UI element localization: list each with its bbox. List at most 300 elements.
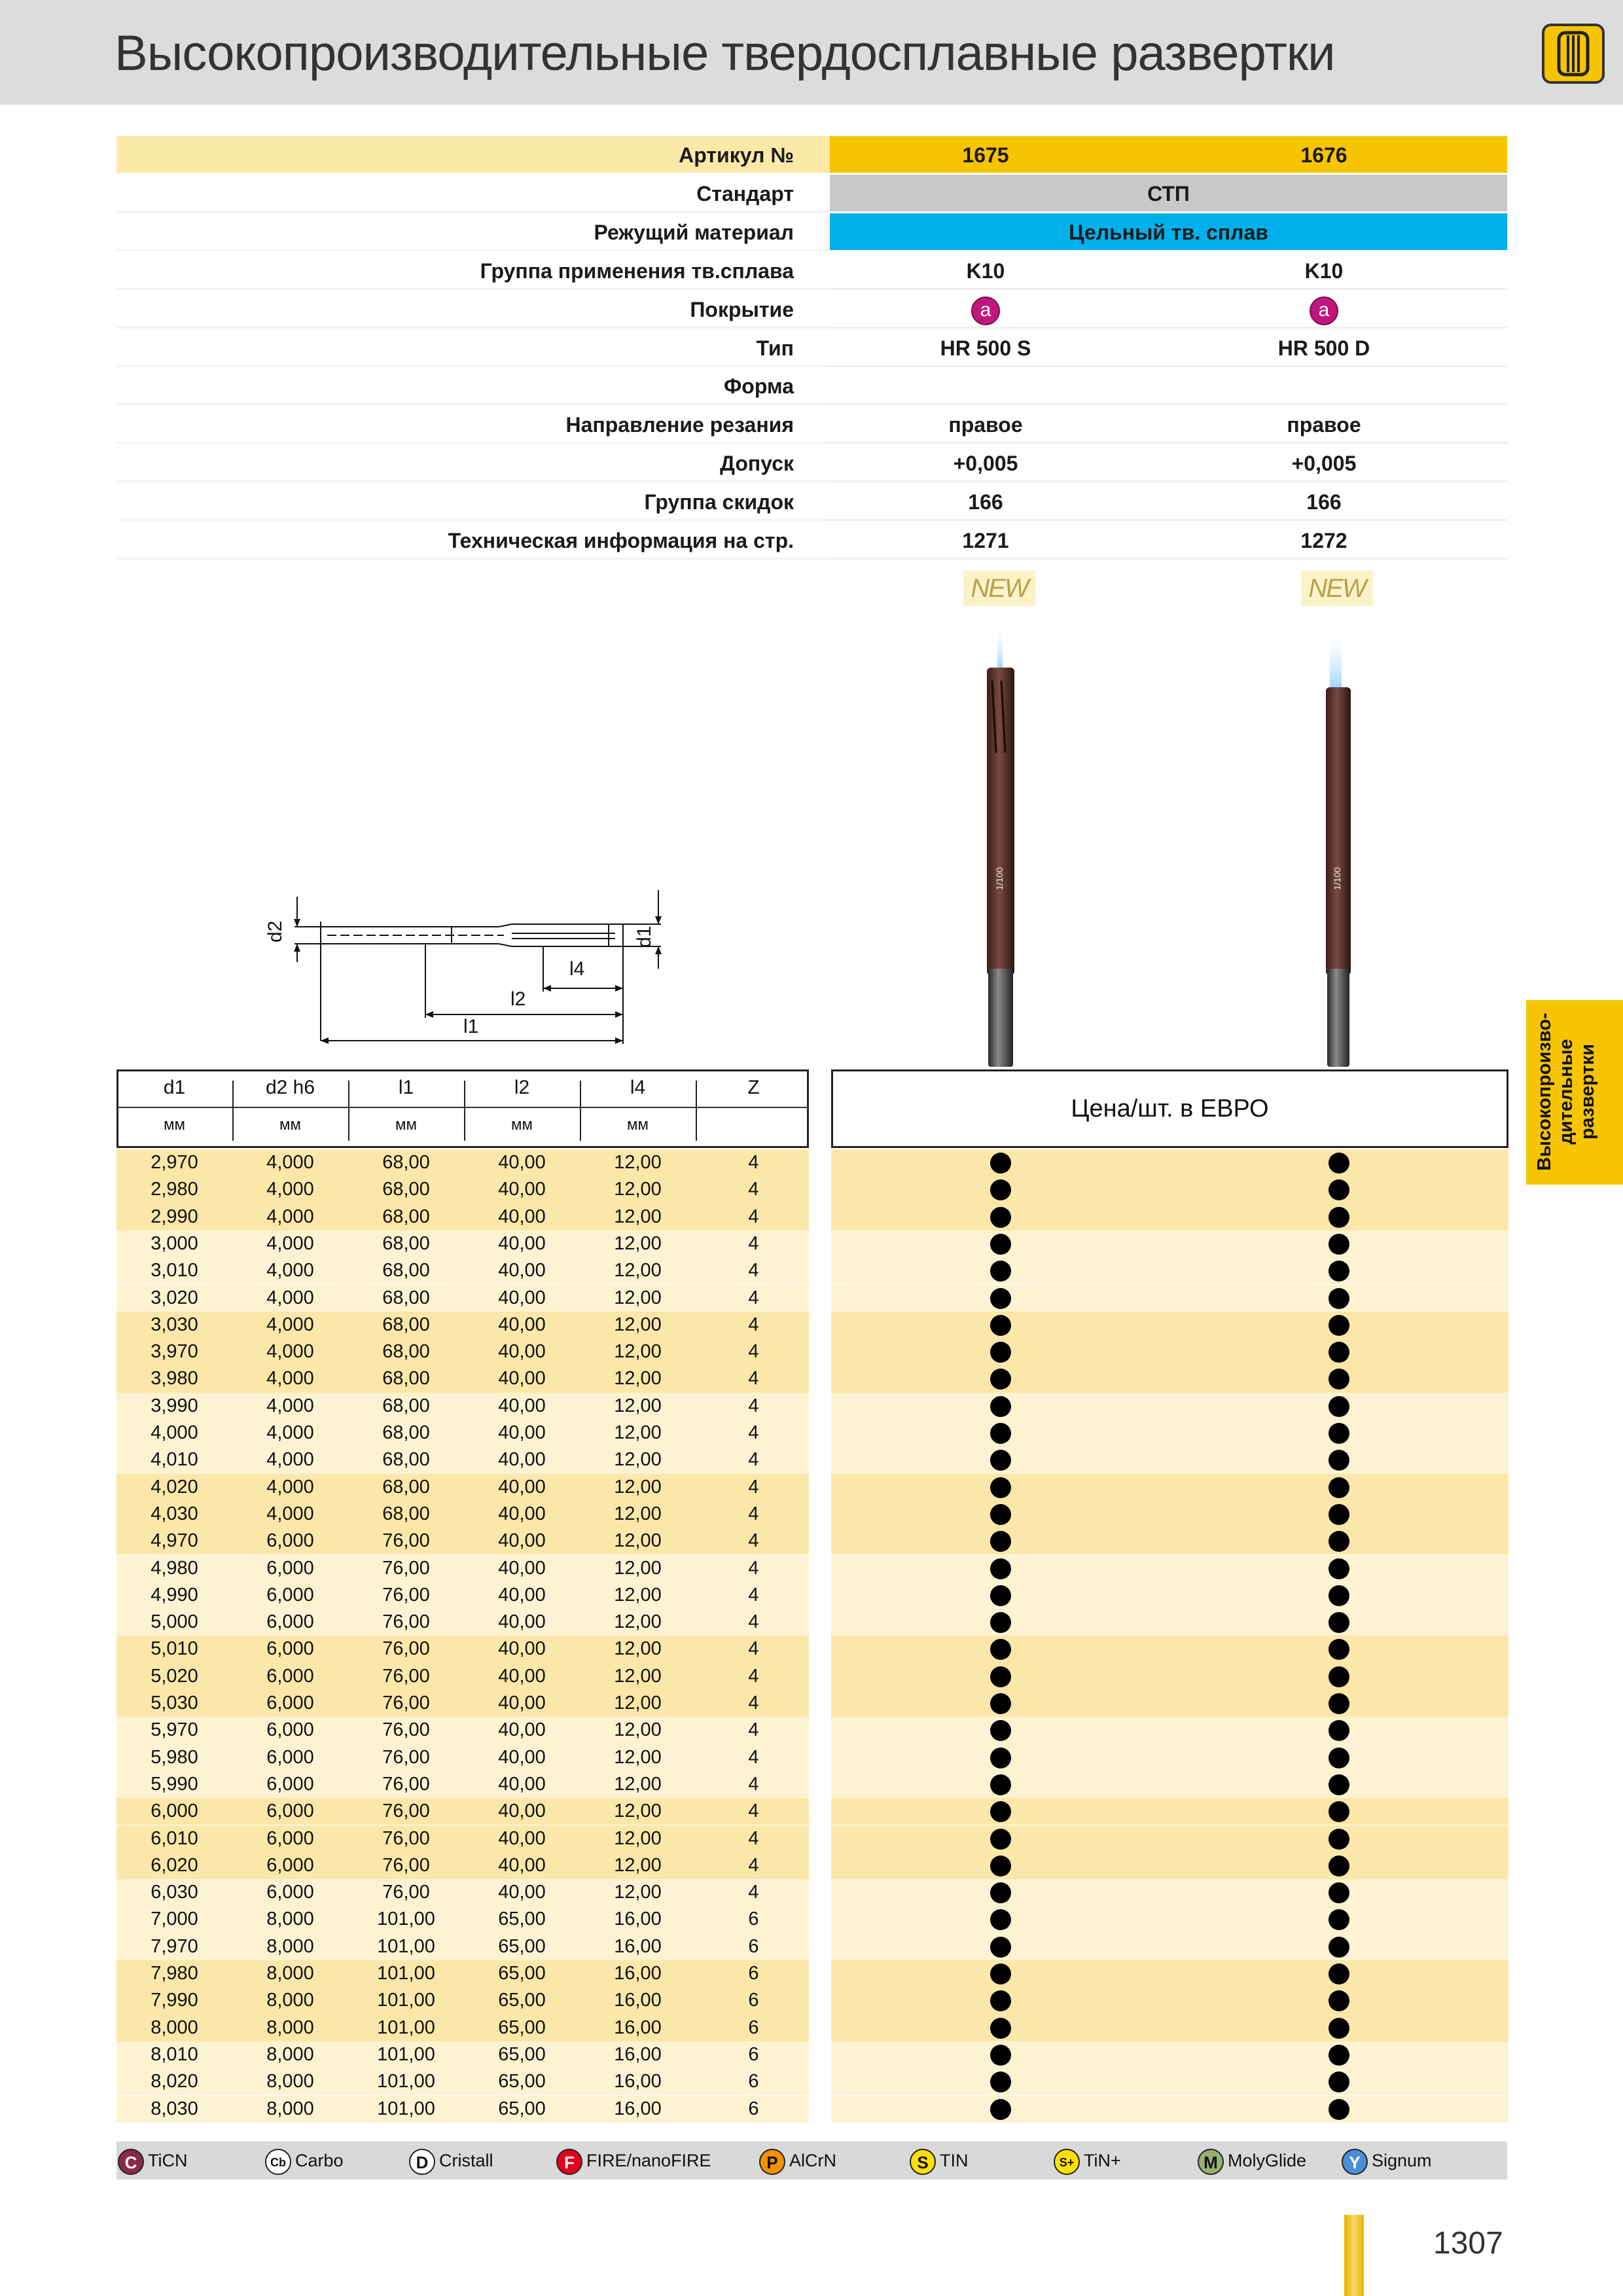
- coating-code-icon: C: [118, 2149, 144, 2175]
- filled-circle-icon: [990, 1612, 1011, 1633]
- filled-circle-icon: [1329, 1801, 1349, 1822]
- spec-value: 1676: [1300, 143, 1347, 167]
- spec-value: +0,005: [953, 452, 1018, 476]
- table-cell: 68,00: [382, 1232, 430, 1254]
- filled-circle-icon: [990, 1882, 1011, 1903]
- filled-circle-icon: [990, 1531, 1011, 1552]
- table-cell: 68,00: [382, 1395, 430, 1416]
- filled-circle-icon: [1329, 1179, 1349, 1200]
- table-cell: 40,00: [498, 1530, 546, 1552]
- column-header: d1: [163, 1077, 186, 1098]
- filled-circle-icon: [990, 2018, 1011, 2039]
- table-cell: 4,020: [151, 1476, 198, 1498]
- table-cell: 4,000: [266, 1287, 314, 1308]
- coating-legend: [116, 2142, 1507, 2179]
- column-separator: [580, 1081, 581, 1141]
- table-cell: 16,00: [614, 1990, 662, 2011]
- table-cell: 40,00: [498, 1368, 546, 1390]
- table-cell: 6,000: [266, 1882, 314, 1903]
- spec-label: Группа применения тв.сплава: [480, 259, 794, 283]
- table-cell: 12,00: [614, 1557, 662, 1579]
- filled-circle-icon: [990, 1504, 1011, 1525]
- table-cell: 6,000: [266, 1584, 314, 1605]
- table-cell: 2,990: [151, 1206, 198, 1227]
- table-cell: 4: [748, 1395, 759, 1416]
- table-cell: 68,00: [382, 1206, 430, 1227]
- table-row: [116, 1393, 809, 1420]
- legend-item: [759, 2147, 836, 2174]
- table-cell: 40,00: [498, 1422, 546, 1443]
- filled-circle-icon: [1329, 2072, 1349, 2092]
- price-row: [831, 1609, 1508, 1636]
- filled-circle-icon: [990, 1423, 1011, 1444]
- coating-code-icon: Cb: [265, 2149, 291, 2175]
- table-cell: 40,00: [498, 1179, 546, 1200]
- filled-circle-icon: [1329, 1693, 1349, 1714]
- coating-code-icon: P: [759, 2149, 785, 2175]
- section-side-tab[interactable]: [1526, 1000, 1623, 1185]
- table-cell: 4: [748, 1530, 759, 1552]
- spec-row: [116, 175, 1507, 213]
- table-row: [116, 2041, 809, 2068]
- table-cell: 4,000: [266, 1476, 314, 1498]
- table-cell: 3,000: [151, 1232, 198, 1254]
- filled-circle-icon: [1329, 1937, 1349, 1958]
- table-cell: 4: [748, 1827, 759, 1849]
- table-cell: 6: [748, 2098, 759, 2119]
- price-row: [831, 1257, 1508, 1284]
- filled-circle-icon: [990, 1342, 1011, 1363]
- dimension-drawing: [255, 884, 681, 1054]
- table-cell: 4: [748, 1179, 759, 1200]
- spec-label: Стандарт: [696, 181, 794, 206]
- table-cell: 4,000: [266, 1503, 314, 1524]
- table-cell: 40,00: [498, 1638, 546, 1660]
- table-cell: 6,000: [266, 1854, 314, 1876]
- table-cell: 6: [748, 2071, 759, 2092]
- spec-row: [116, 136, 1507, 174]
- spec-row: [116, 252, 1507, 290]
- drawing-label-d1: d1: [633, 925, 655, 948]
- table-cell: 76,00: [382, 1611, 430, 1633]
- legend-label: TiCN: [148, 2151, 188, 2170]
- table-cell: 12,00: [614, 1476, 662, 1498]
- legend-item: [1054, 2147, 1121, 2174]
- table-cell: 4,000: [266, 1152, 314, 1173]
- table-cell: 6: [748, 1990, 759, 2011]
- table-cell: 6,020: [151, 1854, 198, 1876]
- table-cell: 101,00: [377, 2017, 435, 2038]
- coating-code-icon: M: [1198, 2149, 1224, 2175]
- table-cell: 40,00: [498, 1503, 546, 1524]
- spec-value: правое: [1287, 413, 1361, 437]
- table-cell: 12,00: [614, 1665, 662, 1687]
- price-row: [831, 1365, 1508, 1392]
- table-cell: 40,00: [498, 1476, 546, 1498]
- table-cell: 4,000: [266, 1314, 314, 1335]
- table-cell: 6,000: [266, 1773, 314, 1795]
- filled-circle-icon: [1329, 2099, 1349, 2120]
- price-row: [831, 1825, 1508, 1852]
- table-cell: 68,00: [382, 1287, 430, 1308]
- legend-label: Cristall: [439, 2151, 493, 2170]
- table-cell: 8,020: [151, 2071, 198, 2092]
- table-cell: 12,00: [614, 1206, 662, 1227]
- table-cell: 4,000: [266, 1368, 314, 1390]
- price-row: [831, 2015, 1508, 2041]
- legend-item: [265, 2147, 344, 2174]
- table-row: [116, 1663, 809, 1690]
- table-row: [116, 1474, 809, 1501]
- table-cell: 4: [748, 1368, 759, 1390]
- tool-marking: 1/100: [994, 867, 1005, 890]
- drawing-label-l2: l2: [510, 988, 526, 1010]
- table-cell: 40,00: [498, 1882, 546, 1903]
- price-row: [831, 1987, 1508, 2014]
- table-cell: 8,000: [266, 1935, 314, 1957]
- filled-circle-icon: [1329, 1990, 1349, 2011]
- spec-value: 1271: [962, 529, 1009, 552]
- table-cell: 5,990: [151, 1773, 198, 1795]
- spec-label: Режущий материал: [594, 220, 794, 244]
- spec-value: 1675: [962, 143, 1009, 167]
- filled-circle-icon: [1329, 1774, 1349, 1795]
- spec-row: [116, 291, 1507, 329]
- table-row: [116, 1338, 809, 1365]
- table-cell: 12,00: [614, 1314, 662, 1335]
- legend-item: [118, 2147, 188, 2174]
- table-cell: 4,030: [151, 1503, 198, 1524]
- price-row: [831, 1960, 1508, 1987]
- filled-circle-icon: [1329, 2045, 1349, 2066]
- table-cell: 76,00: [382, 1638, 430, 1660]
- filled-circle-icon: [990, 2099, 1011, 2120]
- spec-row: [116, 406, 1507, 444]
- table-cell: 12,00: [614, 1152, 662, 1173]
- price-row: [831, 1636, 1508, 1662]
- filled-circle-icon: [1329, 1829, 1349, 1850]
- table-cell: 3,030: [151, 1314, 198, 1335]
- price-row: [831, 1852, 1508, 1879]
- table-cell: 3,010: [151, 1260, 198, 1282]
- table-cell: 12,00: [614, 1422, 662, 1443]
- table-cell: 4: [748, 1314, 759, 1335]
- table-row: [116, 1960, 809, 1987]
- coating-code-icon: D: [409, 2149, 435, 2175]
- table-cell: 68,00: [382, 1449, 430, 1471]
- legend-label: FIRE/nanoFIRE: [586, 2151, 711, 2170]
- spec-value: HR 500 S: [940, 336, 1031, 360]
- table-cell: 12,00: [614, 1503, 662, 1524]
- filled-circle-icon: [990, 2045, 1011, 2066]
- price-row: [831, 1582, 1508, 1609]
- filled-circle-icon: [990, 1179, 1011, 1200]
- table-cell: 4,980: [151, 1557, 198, 1579]
- legend-item: [409, 2147, 493, 2174]
- table-cell: 40,00: [498, 1801, 546, 1822]
- table-cell: 4,000: [266, 1341, 314, 1363]
- table-row: [116, 1987, 809, 2014]
- table-cell: 12,00: [614, 1801, 662, 1822]
- price-row: [831, 1312, 1508, 1338]
- legend-label: TIN: [940, 2151, 969, 2170]
- filled-circle-icon: [990, 1937, 1011, 1958]
- table-row: [116, 1690, 809, 1717]
- table-cell: 65,00: [498, 2043, 546, 2065]
- table-row: [116, 2068, 809, 2095]
- spec-label: Направление резания: [565, 413, 794, 437]
- table-cell: 76,00: [382, 1746, 430, 1768]
- price-column-header: Цена/шт. в ЕВРО: [831, 1069, 1508, 1148]
- filled-circle-icon: [1329, 1964, 1349, 1984]
- table-cell: 6,000: [266, 1801, 314, 1822]
- table-row: [116, 1257, 809, 1284]
- table-cell: 68,00: [382, 1179, 430, 1200]
- table-cell: 5,010: [151, 1638, 198, 1660]
- spec-value: HR 500 D: [1277, 336, 1370, 360]
- filled-circle-icon: [990, 1450, 1011, 1471]
- table-cell: 4,990: [151, 1584, 198, 1605]
- table-cell: 3,990: [151, 1395, 198, 1416]
- table-cell: 68,00: [382, 1476, 430, 1498]
- coating-badge-icon: a: [971, 296, 1000, 325]
- coating-code-icon: F: [556, 2149, 582, 2175]
- filled-circle-icon: [1329, 1558, 1349, 1579]
- table-cell: 12,00: [614, 1693, 662, 1713]
- filled-circle-icon: [990, 1639, 1011, 1660]
- price-row: [831, 1149, 1508, 1176]
- filled-circle-icon: [1329, 1423, 1349, 1444]
- table-cell: 101,00: [377, 2071, 435, 2092]
- column-unit: мм: [511, 1116, 533, 1134]
- column-separator: [696, 1081, 697, 1141]
- price-row: [831, 1230, 1508, 1257]
- table-cell: 12,00: [614, 1530, 662, 1552]
- price-row: [831, 1501, 1508, 1528]
- table-cell: 12,00: [614, 1368, 662, 1390]
- page-title: Высокопроизводительные твердосплавные развертки: [115, 26, 1335, 81]
- table-cell: 6,000: [266, 1638, 314, 1660]
- price-row: [831, 1906, 1508, 1933]
- table-cell: 4,000: [266, 1422, 314, 1443]
- filled-circle-icon: [990, 1964, 1011, 1984]
- table-cell: 68,00: [382, 1152, 430, 1173]
- table-row: [116, 1176, 809, 1203]
- column-header: Z: [747, 1077, 760, 1098]
- spec-label: Допуск: [720, 452, 794, 476]
- table-cell: 6: [748, 2043, 759, 2065]
- table-cell: 40,00: [498, 1827, 546, 1849]
- filled-circle-icon: [990, 1288, 1011, 1309]
- filled-circle-icon: [1329, 1234, 1349, 1255]
- legend-label: AlCrN: [789, 2151, 836, 2170]
- table-cell: 8,000: [266, 1963, 314, 1984]
- price-row: [831, 1771, 1508, 1798]
- table-cell: 16,00: [614, 2017, 662, 2038]
- table-cell: 101,00: [377, 1935, 435, 1957]
- filled-circle-icon: [1329, 1666, 1349, 1687]
- table-cell: 5,020: [151, 1665, 198, 1687]
- table-cell: 12,00: [614, 1395, 662, 1416]
- table-row: [116, 1906, 809, 1933]
- table-cell: 12,00: [614, 1449, 662, 1471]
- table-cell: 12,00: [614, 1584, 662, 1605]
- price-row: [831, 1176, 1508, 1203]
- column-unit: мм: [164, 1116, 185, 1134]
- table-cell: 4: [748, 1503, 759, 1524]
- filled-circle-icon: [1329, 1531, 1349, 1552]
- coating-code-icon: S+: [1054, 2149, 1080, 2175]
- table-cell: 4: [748, 1476, 759, 1498]
- table-cell: 8,030: [151, 2098, 198, 2119]
- filled-circle-icon: [1329, 1720, 1349, 1741]
- table-cell: 12,00: [614, 1260, 662, 1282]
- table-row: [116, 1636, 809, 1662]
- spec-value: K10: [1304, 259, 1344, 283]
- spec-label: Форма: [723, 374, 794, 399]
- tool-marking: 1/100: [1332, 867, 1342, 890]
- price-row: [831, 1555, 1508, 1582]
- spec-row: [116, 483, 1507, 521]
- table-cell: 6,000: [266, 1611, 314, 1633]
- table-cell: 4,000: [266, 1206, 314, 1227]
- table-cell: 8,000: [266, 2098, 314, 2119]
- table-cell: 7,970: [151, 1935, 198, 1957]
- table-cell: 40,00: [498, 1557, 546, 1579]
- table-cell: 40,00: [498, 1232, 546, 1254]
- legend-item: [1198, 2147, 1306, 2174]
- table-cell: 12,00: [614, 1773, 662, 1795]
- table-cell: 65,00: [498, 2017, 546, 2038]
- price-row: [831, 1690, 1508, 1717]
- table-cell: 68,00: [382, 1314, 430, 1335]
- table-cell: 40,00: [498, 1719, 546, 1741]
- table-cell: 40,00: [498, 1773, 546, 1795]
- table-cell: 65,00: [498, 2071, 546, 2092]
- table-cell: 68,00: [382, 1368, 430, 1390]
- table-cell: 8,000: [266, 2071, 314, 2092]
- table-row: [116, 1285, 809, 1312]
- filled-circle-icon: [990, 1720, 1011, 1741]
- table-row: [116, 1312, 809, 1338]
- table-cell: 6: [748, 1963, 759, 1984]
- table-cell: 6,000: [266, 1557, 314, 1579]
- table-cell: 4,000: [266, 1449, 314, 1471]
- spec-value: правое: [948, 413, 1023, 437]
- table-row: [116, 1933, 809, 1960]
- table-cell: 8,000: [151, 2017, 198, 2038]
- price-row: [831, 1798, 1508, 1825]
- table-cell: 6,030: [151, 1882, 198, 1903]
- table-cell: 4: [748, 1260, 759, 1282]
- column-separator: [464, 1081, 465, 1141]
- table-cell: 4: [748, 1341, 759, 1363]
- legend-label: Signum: [1372, 2151, 1432, 2170]
- spec-row: [116, 367, 1507, 405]
- filled-circle-icon: [1329, 1396, 1349, 1417]
- table-cell: 65,00: [498, 1963, 546, 1984]
- table-cell: 12,00: [614, 1287, 662, 1308]
- table-cell: 40,00: [498, 1341, 546, 1363]
- table-cell: 6,000: [266, 1665, 314, 1687]
- filled-circle-icon: [990, 1315, 1011, 1336]
- table-cell: 76,00: [382, 1665, 430, 1687]
- table-row: [116, 1555, 809, 1582]
- table-cell: 12,00: [614, 1232, 662, 1254]
- table-row: [116, 1501, 809, 1528]
- table-cell: 76,00: [382, 1530, 430, 1552]
- filled-circle-icon: [990, 1774, 1011, 1795]
- filled-circle-icon: [990, 1477, 1011, 1498]
- filled-circle-icon: [990, 1369, 1011, 1390]
- table-cell: 76,00: [382, 1882, 430, 1903]
- column-unit: мм: [279, 1116, 301, 1134]
- footer-accent-bar: [1344, 2215, 1364, 2296]
- filled-circle-icon: [1329, 1748, 1349, 1768]
- table-cell: 7,980: [151, 1963, 198, 1984]
- filled-circle-icon: [990, 2072, 1011, 2092]
- price-row: [831, 1393, 1508, 1420]
- column-header: l2: [514, 1077, 530, 1098]
- spec-value: [855, 367, 1116, 405]
- spec-value: [1193, 367, 1455, 405]
- dimensions-table-header: [116, 1069, 809, 1148]
- price-row: [831, 1204, 1508, 1230]
- spec-value: K10: [966, 259, 1005, 283]
- table-cell: 5,030: [151, 1693, 198, 1713]
- filled-circle-icon: [1329, 1504, 1349, 1525]
- table-cell: 4,000: [266, 1179, 314, 1200]
- table-cell: 6,000: [266, 1719, 314, 1741]
- table-cell: 4,000: [151, 1422, 198, 1443]
- table-cell: 2,970: [151, 1152, 198, 1173]
- table-cell: 76,00: [382, 1719, 430, 1741]
- table-row: [116, 1798, 809, 1825]
- table-cell: 65,00: [498, 1990, 546, 2011]
- table-cell: 16,00: [614, 2071, 662, 2092]
- table-row: [116, 2096, 809, 2123]
- table-cell: 101,00: [377, 2043, 435, 2065]
- table-cell: 68,00: [382, 1341, 430, 1363]
- table-cell: 68,00: [382, 1422, 430, 1443]
- table-cell: 6,010: [151, 1827, 198, 1849]
- reamer-hr500s-image: [969, 622, 1034, 1067]
- spec-label: Покрытие: [690, 297, 794, 321]
- table-cell: 4: [748, 1422, 759, 1443]
- table-cell: 4: [748, 1746, 759, 1768]
- spec-value: СТП: [1147, 181, 1190, 206]
- column-header: l1: [398, 1077, 414, 1098]
- table-cell: 4: [748, 1557, 759, 1579]
- table-cell: 40,00: [498, 1665, 546, 1687]
- table-cell: 2,980: [151, 1179, 198, 1200]
- table-cell: 6: [748, 1909, 759, 1930]
- filled-circle-icon: [1329, 1585, 1349, 1606]
- table-cell: 4: [748, 1152, 759, 1173]
- table-cell: 12,00: [614, 1882, 662, 1903]
- table-cell: 68,00: [382, 1260, 430, 1282]
- table-cell: 6,000: [151, 1801, 198, 1822]
- table-cell: 4: [748, 1773, 759, 1795]
- table-row: [116, 1879, 809, 1906]
- table-cell: 4,970: [151, 1530, 198, 1552]
- table-cell: 16,00: [614, 2098, 662, 2119]
- table-cell: 5,000: [151, 1611, 198, 1633]
- table-cell: 6,000: [266, 1827, 314, 1849]
- price-row: [831, 2096, 1508, 2123]
- spec-value: [1193, 291, 1455, 329]
- legend-label: MolyGlide: [1228, 2151, 1307, 2170]
